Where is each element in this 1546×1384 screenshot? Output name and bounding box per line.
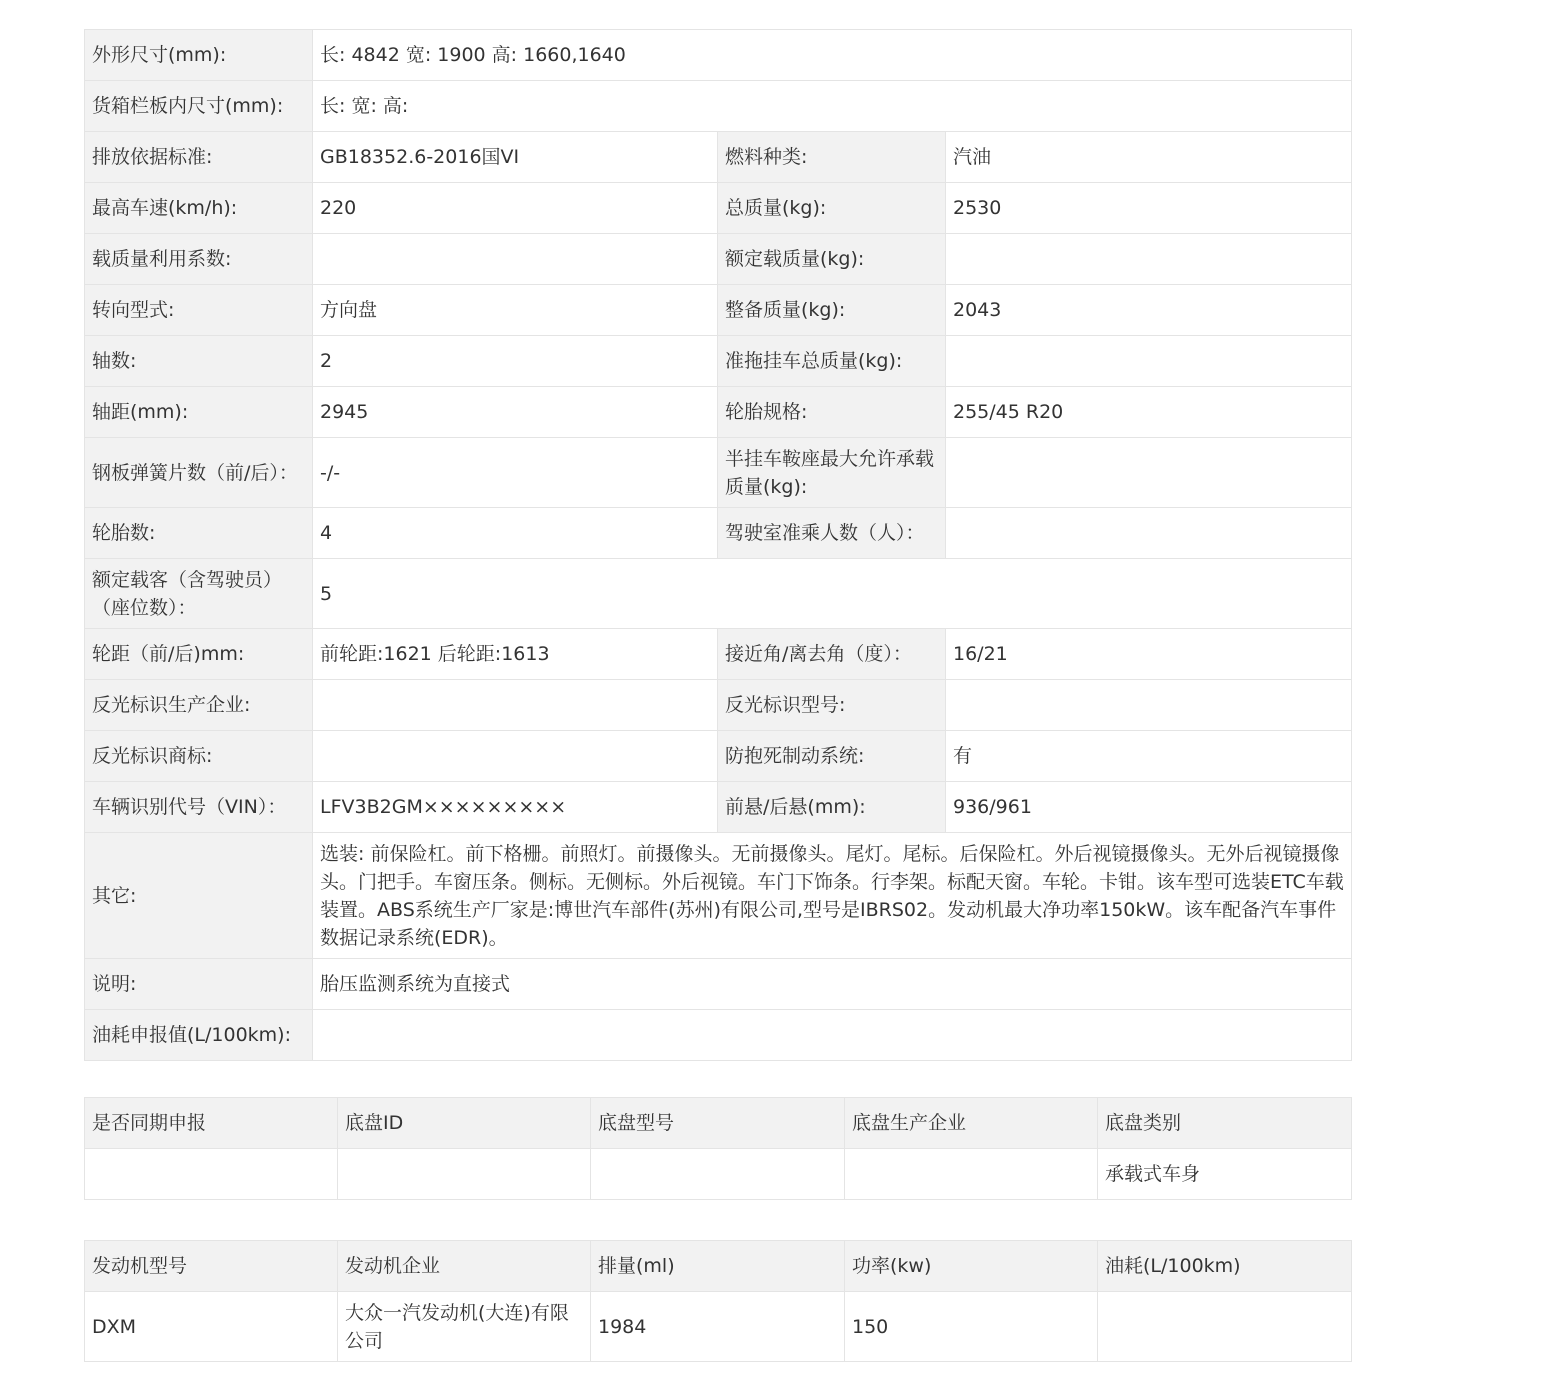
- track-label: 轮距（前/后)mm:: [85, 629, 313, 680]
- table-cell: 1984: [591, 1292, 845, 1362]
- table-cell: [845, 1149, 1098, 1200]
- reflect-mfr-label: 反光标识生产企业:: [85, 680, 313, 731]
- passengers-label: 额定载客（含驾驶员）（座位数）：: [85, 559, 313, 629]
- cab-value: [946, 508, 1352, 559]
- reflect-brand-label: 反光标识商标:: [85, 731, 313, 782]
- table-row: [85, 508, 1352, 559]
- table-row: [85, 30, 1352, 81]
- table-row: [85, 559, 1352, 629]
- engine-table: [84, 1240, 1352, 1362]
- chassis-table: [84, 1097, 1352, 1200]
- table-cell: [85, 1149, 338, 1200]
- table-row: [85, 81, 1352, 132]
- other-value: 选装: 前保险杠。前下格栅。前照灯。前摄像头。无前摄像头。尾灯。尾标。后保险杠。外后视镜摄像头。无外后视镜摄像头。门把手。车窗压条。侧标。无侧标。外后视镜。车门下饰条。行李架。标配天窗。车轮。卡钳。该车型可选装ETC车载装置。ABS系统生产厂家是:博世汽车部件(苏州)有限公司,型号是IBRS02。发动机最大净功率150kW。该车配备汽车事件数据记录系统(EDR)。: [313, 833, 1352, 959]
- note-label: 说明:: [85, 959, 313, 1010]
- column-header: 底盘型号: [591, 1098, 845, 1149]
- table-row: [85, 629, 1352, 680]
- note-value: 胎压监测系统为直接式: [313, 959, 1352, 1010]
- axles-value: 2: [313, 336, 718, 387]
- cargo-label: 货箱栏板内尺寸(mm):: [85, 81, 313, 132]
- emission-label: 排放依据标准:: [85, 132, 313, 183]
- column-header: 底盘生产企业: [845, 1098, 1098, 1149]
- trailer-value: [946, 336, 1352, 387]
- spring-label: 钢板弹簧片数（前/后）：: [85, 438, 313, 508]
- fuel-value: 汽油: [946, 132, 1352, 183]
- table-cell: [338, 1149, 591, 1200]
- table-header-row: [85, 1098, 1352, 1149]
- column-header: 排量(ml): [591, 1241, 845, 1292]
- spec-table: [84, 29, 1352, 1061]
- table-row: [85, 285, 1352, 336]
- trailer-label: 准拖挂车总质量(kg):: [718, 336, 946, 387]
- table-row: [85, 731, 1352, 782]
- dimensions-label: 外形尺寸(mm):: [85, 30, 313, 81]
- column-header: 发动机企业: [338, 1241, 591, 1292]
- column-header: 是否同期申报: [85, 1098, 338, 1149]
- axles-label: 轴数:: [85, 336, 313, 387]
- reflect-model-label: 反光标识型号:: [718, 680, 946, 731]
- column-header: 底盘类别: [1098, 1098, 1352, 1149]
- fuel-label: 燃料种类:: [718, 132, 946, 183]
- table-cell: 承载式车身: [1098, 1149, 1352, 1200]
- table-cell: [591, 1149, 845, 1200]
- column-header: 功率(kw): [845, 1241, 1098, 1292]
- table-cell: [1098, 1292, 1352, 1362]
- column-header: 发动机型号: [85, 1241, 338, 1292]
- speed-value: 220: [313, 183, 718, 234]
- table-row: [85, 387, 1352, 438]
- table-row: [85, 183, 1352, 234]
- load-coef-value: [313, 234, 718, 285]
- curb-value: 2043: [946, 285, 1352, 336]
- overhang-value: 936/961: [946, 782, 1352, 833]
- fuel-cons-label: 油耗申报值(L/100km):: [85, 1010, 313, 1061]
- tires-label: 轮胎数:: [85, 508, 313, 559]
- reflect-model-value: [946, 680, 1352, 731]
- steering-value: 方向盘: [313, 285, 718, 336]
- abs-label: 防抱死制动系统:: [718, 731, 946, 782]
- rated-load-value: [946, 234, 1352, 285]
- saddle-label: 半挂车鞍座最大允许承载质量(kg):: [718, 438, 946, 508]
- saddle-value: [946, 438, 1352, 508]
- vin-label: 车辆识别代号（VIN）：: [85, 782, 313, 833]
- table-header-row: [85, 1241, 1352, 1292]
- table-row: [85, 132, 1352, 183]
- tire-spec-label: 轮胎规格:: [718, 387, 946, 438]
- tire-spec-value: 255/45 R20: [946, 387, 1352, 438]
- other-label: 其它:: [85, 833, 313, 959]
- reflect-brand-value: [313, 731, 718, 782]
- table-row: [85, 782, 1352, 833]
- cargo-value: 长: 宽: 高:: [313, 81, 1352, 132]
- steering-label: 转向型式:: [85, 285, 313, 336]
- vin-value: LFV3B2GM×××××××××: [313, 782, 718, 833]
- overhang-label: 前悬/后悬(mm):: [718, 782, 946, 833]
- load-coef-label: 载质量利用系数:: [85, 234, 313, 285]
- table-row: [85, 438, 1352, 508]
- wheelbase-label: 轴距(mm):: [85, 387, 313, 438]
- table-row: [85, 680, 1352, 731]
- angle-value: 16/21: [946, 629, 1352, 680]
- emission-value: GB18352.6-2016国VI: [313, 132, 718, 183]
- table-cell: DXM: [85, 1292, 338, 1362]
- rated-load-label: 额定载质量(kg):: [718, 234, 946, 285]
- spring-value: -/-: [313, 438, 718, 508]
- abs-value: 有: [946, 731, 1352, 782]
- column-header: 油耗(L/100km): [1098, 1241, 1352, 1292]
- fuel-cons-value: [313, 1010, 1352, 1061]
- table-row: [85, 336, 1352, 387]
- table-row: [85, 959, 1352, 1010]
- table-cell: 大众一汽发动机(大连)有限公司: [338, 1292, 591, 1362]
- table-row: [85, 833, 1352, 959]
- curb-label: 整备质量(kg):: [718, 285, 946, 336]
- table-row: [85, 1149, 1352, 1200]
- reflect-mfr-value: [313, 680, 718, 731]
- angle-label: 接近角/离去角（度）：: [718, 629, 946, 680]
- total-mass-value: 2530: [946, 183, 1352, 234]
- table-row: [85, 234, 1352, 285]
- table-row: [85, 1010, 1352, 1061]
- table-cell: 150: [845, 1292, 1098, 1362]
- wheelbase-value: 2945: [313, 387, 718, 438]
- speed-label: 最高车速(km/h):: [85, 183, 313, 234]
- track-value: 前轮距:1621 后轮距:1613: [313, 629, 718, 680]
- dimensions-value: 长: 4842 宽: 1900 高: 1660,1640: [313, 30, 1352, 81]
- column-header: 底盘ID: [338, 1098, 591, 1149]
- tires-value: 4: [313, 508, 718, 559]
- cab-label: 驾驶室准乘人数（人）：: [718, 508, 946, 559]
- table-row: [85, 1292, 1352, 1362]
- total-mass-label: 总质量(kg):: [718, 183, 946, 234]
- passengers-value: 5: [313, 559, 1352, 629]
